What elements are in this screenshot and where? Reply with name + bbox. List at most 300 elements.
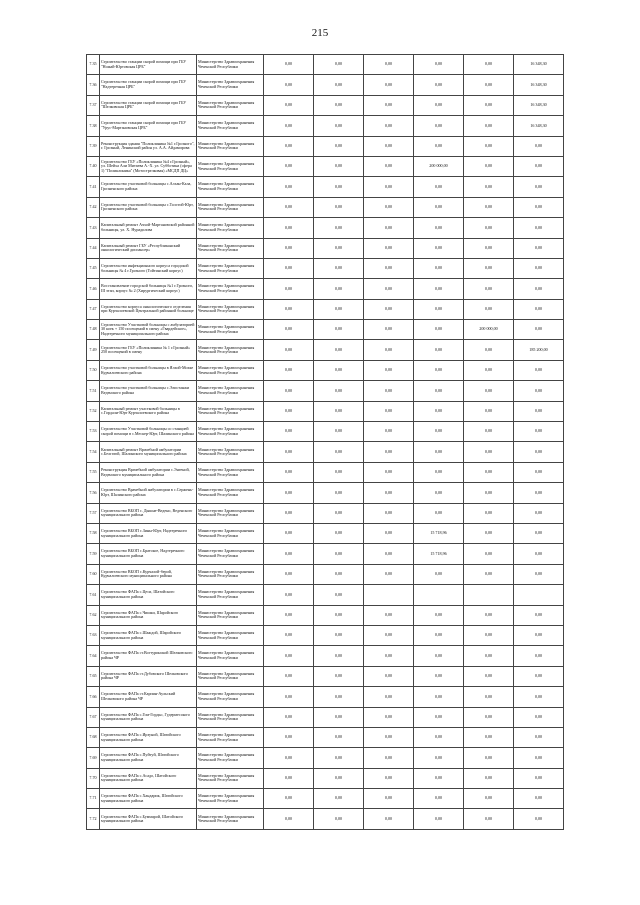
object-name-cell: Строительство Участковой больницы со станцией скорой помощи в с.Мескер-Юрт, Шалинского района: [100, 422, 197, 442]
organization-cell: Министерство Здравоохранения Чеченской Республики: [197, 75, 264, 95]
value-cell-6: 0,00: [514, 177, 564, 197]
row-number-cell: 7.55: [87, 462, 100, 482]
value-cell-2: 0,00: [314, 564, 364, 584]
value-cell-3: 0,00: [364, 75, 414, 95]
value-cell-4: 0,00: [414, 279, 464, 299]
value-cell-6: 0,00: [514, 483, 564, 503]
value-cell-1: 0,00: [264, 789, 314, 809]
value-cell-5: 0,00: [464, 218, 514, 238]
value-cell-4: 0,00: [414, 809, 464, 829]
value-cell-1: 0,00: [264, 727, 314, 747]
object-name-cell: Строительство участковой больницы с.Алхан-Кала, Грозненского района: [100, 177, 197, 197]
value-cell-6: 0,00: [514, 360, 564, 380]
value-cell-5: 0,00: [464, 462, 514, 482]
value-cell-3: 0,00: [364, 564, 414, 584]
value-cell-5: 0,00: [464, 625, 514, 645]
value-cell-4: 0,00: [414, 564, 464, 584]
value-cell-5: 0,00: [464, 340, 514, 360]
organization-cell: Министерство Здравоохранения Чеченской Республики: [197, 809, 264, 829]
object-name-cell: Строительство ФАПа с.Хандарик, Шатойского муниципального района: [100, 789, 197, 809]
value-cell-4: 0,00: [414, 462, 464, 482]
row-number-cell: 7.37: [87, 95, 100, 115]
value-cell-3: 0,00: [364, 523, 414, 543]
table-row: [87, 727, 564, 747]
value-cell-1: 0,00: [264, 422, 314, 442]
value-cell-6: 0,00: [514, 136, 564, 156]
value-cell-1: 0,00: [264, 258, 314, 278]
organization-cell: Министерство Здравоохранения Чеченской Республики: [197, 279, 264, 299]
object-name-cell: Строительство ФАПа с.Цеси, Шатойского муниципального района: [100, 585, 197, 605]
value-cell-4: 0,00: [414, 75, 464, 95]
row-number-cell: 7.72: [87, 809, 100, 829]
value-cell-1: 0,00: [264, 625, 314, 645]
value-cell-5: 0,00: [464, 523, 514, 543]
value-cell-2: 0,00: [314, 809, 364, 829]
value-cell-3: 0,00: [364, 687, 414, 707]
organization-cell: Министерство Здравоохранения Чеченской Республики: [197, 422, 264, 442]
value-cell-6: 0,00: [514, 156, 564, 176]
value-cell-5: 0,00: [464, 666, 514, 686]
value-cell-1: 0,00: [264, 320, 314, 340]
table-row: [87, 136, 564, 156]
object-name-cell: Строительство ФАПа с.Асадо, Шатойского муниципального района: [100, 768, 197, 788]
row-number-cell: 7.51: [87, 381, 100, 401]
value-cell-6: 16 348,30: [514, 75, 564, 95]
value-cell-4: 0,00: [414, 320, 464, 340]
value-cell-4: 0,00: [414, 95, 464, 115]
object-name-cell: Капитальный ремонт участковой больницы в с.Гордали-Юрт Курчалоевского района: [100, 401, 197, 421]
value-cell-3: 0,00: [364, 707, 414, 727]
value-cell-1: 0,00: [264, 605, 314, 625]
value-cell-4: 0,00: [414, 238, 464, 258]
object-name-cell: Восстановление городской больницы №1 г.Грозного, III этап, корпус № 2 (Хирургический корпус): [100, 279, 197, 299]
table-row: [87, 666, 564, 686]
row-number-cell: 7.46: [87, 279, 100, 299]
object-name-cell: Строительство участковой больницы в Ялхой-Мохке Курчалоевского района: [100, 360, 197, 380]
table-row: [87, 442, 564, 462]
value-cell-6: 0,00: [514, 687, 564, 707]
organization-cell: Министерство Здравоохранения Чеченской Республики: [197, 748, 264, 768]
object-name-cell: Строительство ФАПа с.Чишки, Шаройского муниципального района: [100, 605, 197, 625]
value-cell-6: 0,00: [514, 299, 564, 319]
value-cell-1: 0,00: [264, 156, 314, 176]
table-row: [87, 55, 564, 75]
value-cell-6: 0,00: [514, 258, 564, 278]
value-cell-2: 0,00: [314, 360, 364, 380]
value-cell-4: 200 000,00: [414, 156, 464, 176]
row-number-cell: 7.39: [87, 136, 100, 156]
value-cell-3: 0,00: [364, 483, 414, 503]
value-cell-6: 0,00: [514, 544, 564, 564]
value-cell-3: 0,00: [364, 136, 414, 156]
object-name-cell: Строительство ФАПа ст.Вогтуринской Шелковского района ЧР: [100, 646, 197, 666]
value-cell-5: 0,00: [464, 136, 514, 156]
value-cell-1: 0,00: [264, 136, 314, 156]
value-cell-5: 0,00: [464, 299, 514, 319]
value-cell-2: 0,00: [314, 666, 364, 686]
row-number-cell: 7.41: [87, 177, 100, 197]
value-cell-3: 0,00: [364, 503, 414, 523]
object-name-cell: Капитальный ремонт Ачхой-Мартановской районной больницы, ул. Х. Нурадилова: [100, 218, 197, 238]
value-cell-2: 0,00: [314, 727, 364, 747]
value-cell-4: 0,00: [414, 136, 464, 156]
table-row: [87, 687, 564, 707]
table-row: [87, 258, 564, 278]
value-cell-3: 0,00: [364, 401, 414, 421]
value-cell-1: 0,00: [264, 483, 314, 503]
value-cell-6: 0,00: [514, 727, 564, 747]
value-cell-2: 0,00: [314, 707, 364, 727]
value-cell-3: 0,00: [364, 320, 414, 340]
row-number-cell: 7.49: [87, 340, 100, 360]
value-cell-2: 0,00: [314, 197, 364, 217]
value-cell-6: 0,00: [514, 422, 564, 442]
row-number-cell: 7.68: [87, 727, 100, 747]
value-cell-3: 0,00: [364, 95, 414, 115]
value-cell-6: 0,00: [514, 768, 564, 788]
organization-cell: Министерство Здравоохранения Чеченской Республики: [197, 666, 264, 686]
table-row: [87, 523, 564, 543]
row-number-cell: 7.52: [87, 401, 100, 421]
value-cell-3: 0,00: [364, 238, 414, 258]
value-cell-4: 0,00: [414, 197, 464, 217]
value-cell-3: 0,00: [364, 360, 414, 380]
organization-cell: Министерство Здравоохранения Чеченской Республики: [197, 727, 264, 747]
value-cell-4: 0,00: [414, 727, 464, 747]
value-cell-4: 0,00: [414, 687, 464, 707]
value-cell-3: 0,00: [364, 381, 414, 401]
value-cell-3: 0,00: [364, 625, 414, 645]
value-cell-5: 0,00: [464, 258, 514, 278]
table-row: [87, 299, 564, 319]
organization-cell: Министерство Здравоохранения Чеченской Республики: [197, 156, 264, 176]
row-number-cell: 7.62: [87, 605, 100, 625]
value-cell-5: 0,00: [464, 95, 514, 115]
value-cell-1: 0,00: [264, 564, 314, 584]
value-cell-3: 0,00: [364, 218, 414, 238]
value-cell-3: [364, 585, 414, 605]
row-number-cell: 7.45: [87, 258, 100, 278]
value-cell-3: 0,00: [364, 605, 414, 625]
row-number-cell: 7.38: [87, 116, 100, 136]
value-cell-4: 0,00: [414, 381, 464, 401]
value-cell-6: 0,00: [514, 401, 564, 421]
value-cell-4: 0,00: [414, 503, 464, 523]
value-cell-2: 0,00: [314, 544, 364, 564]
value-cell-4: 0,00: [414, 768, 464, 788]
value-cell-1: 0,00: [264, 299, 314, 319]
value-cell-3: 0,00: [364, 727, 414, 747]
object-name-cell: Строительство участковой больницы с.Элистанжи Веденского района: [100, 381, 197, 401]
organization-cell: Министерство Здравоохранения Чеченской Республики: [197, 381, 264, 401]
value-cell-3: 0,00: [364, 809, 414, 829]
value-cell-6: 0,00: [514, 523, 564, 543]
value-cell-3: 0,00: [364, 646, 414, 666]
value-cell-2: 0,00: [314, 116, 364, 136]
value-cell-2: 0,00: [314, 299, 364, 319]
value-cell-1: 0,00: [264, 279, 314, 299]
value-cell-3: 0,00: [364, 299, 414, 319]
value-cell-3: 0,00: [364, 340, 414, 360]
table-row: [87, 483, 564, 503]
row-number-cell: 7.63: [87, 625, 100, 645]
table-row: [87, 381, 564, 401]
value-cell-2: 0,00: [314, 687, 364, 707]
object-name-cell: Строительство ВБОП с.Курчалой-берой, Курчалоевского муниципального района: [100, 564, 197, 584]
row-number-cell: 7.50: [87, 360, 100, 380]
value-cell-2: 0,00: [314, 95, 364, 115]
value-cell-1: 0,00: [264, 442, 314, 462]
value-cell-5: 0,00: [464, 727, 514, 747]
organization-cell: Министерство Здравоохранения Чеченской Республики: [197, 401, 264, 421]
table-body: [87, 55, 564, 830]
organization-cell: Министерство Здравоохранения Чеченской Республики: [197, 462, 264, 482]
value-cell-6: 0,00: [514, 809, 564, 829]
value-cell-4: 0,00: [414, 55, 464, 75]
value-cell-1: 0,00: [264, 116, 314, 136]
value-cell-6: 0,00: [514, 789, 564, 809]
value-cell-6: 0,00: [514, 605, 564, 625]
value-cell-2: 0,00: [314, 748, 364, 768]
table-row: [87, 75, 564, 95]
organization-cell: Министерство Здравоохранения Чеченской Республики: [197, 625, 264, 645]
object-name-cell: Реконструкция Врачебной амбулатории с.Энгеной, Веденского муниципального района: [100, 462, 197, 482]
value-cell-2: 0,00: [314, 523, 364, 543]
value-cell-2: 0,00: [314, 177, 364, 197]
value-cell-5: 0,00: [464, 381, 514, 401]
object-name-cell: Строительство Врачебной амбулатории в с.Сержень-Юрт, Шалинского района: [100, 483, 197, 503]
value-cell-5: 0,00: [464, 116, 514, 136]
table-row: [87, 156, 564, 176]
value-cell-4: 0,00: [414, 218, 464, 238]
organization-cell: Министерство Здравоохранения Чеченской Республики: [197, 177, 264, 197]
value-cell-3: 0,00: [364, 748, 414, 768]
row-number-cell: 7.47: [87, 299, 100, 319]
table-row: [87, 238, 564, 258]
value-cell-2: 0,00: [314, 483, 364, 503]
object-name-cell: Строительство ФАПа ст.Дубовского Шелковского района ЧР: [100, 666, 197, 686]
value-cell-1: 0,00: [264, 768, 314, 788]
row-number-cell: 7.71: [87, 789, 100, 809]
table-row: [87, 748, 564, 768]
row-number-cell: 7.59: [87, 544, 100, 564]
budget-table: [86, 54, 564, 830]
row-number-cell: 7.48: [87, 320, 100, 340]
value-cell-3: 0,00: [364, 177, 414, 197]
value-cell-4: 0,00: [414, 422, 464, 442]
value-cell-6: 0,00: [514, 748, 564, 768]
row-number-cell: 7.70: [87, 768, 100, 788]
table-row: [87, 625, 564, 645]
table-row: [87, 544, 564, 564]
row-number-cell: 7.56: [87, 483, 100, 503]
table-row: [87, 605, 564, 625]
row-number-cell: 7.36: [87, 75, 100, 95]
value-cell-6: 0,00: [514, 218, 564, 238]
value-cell-5: 0,00: [464, 748, 514, 768]
table-row: [87, 197, 564, 217]
value-cell-6: 0,00: [514, 238, 564, 258]
table-row: [87, 340, 564, 360]
value-cell-6: [514, 585, 564, 605]
value-cell-2: 0,00: [314, 136, 364, 156]
value-cell-6: 0,00: [514, 503, 564, 523]
value-cell-2: 0,00: [314, 422, 364, 442]
value-cell-4: 0,00: [414, 258, 464, 278]
value-cell-5: 0,00: [464, 768, 514, 788]
row-number-cell: 7.66: [87, 687, 100, 707]
value-cell-1: 0,00: [264, 340, 314, 360]
value-cell-4: 0,00: [414, 748, 464, 768]
organization-cell: Министерство Здравоохранения Чеченской Республики: [197, 442, 264, 462]
value-cell-2: 0,00: [314, 55, 364, 75]
value-cell-6: 0,00: [514, 279, 564, 299]
organization-cell: Министерство Здравоохранения Чеченской Республики: [197, 55, 264, 75]
value-cell-4: 15 718,96: [414, 523, 464, 543]
organization-cell: Министерство Здравоохранения Чеченской Республики: [197, 238, 264, 258]
value-cell-5: 0,00: [464, 156, 514, 176]
value-cell-6: 0,00: [514, 666, 564, 686]
value-cell-1: 0,00: [264, 238, 314, 258]
table-row: [87, 768, 564, 788]
value-cell-5: 0,00: [464, 442, 514, 462]
value-cell-5: 0,00: [464, 789, 514, 809]
value-cell-6: 0,00: [514, 197, 564, 217]
value-cell-1: 0,00: [264, 809, 314, 829]
organization-cell: Министерство Здравоохранения Чеченской Республики: [197, 116, 264, 136]
value-cell-2: 0,00: [314, 442, 364, 462]
value-cell-4: 0,00: [414, 646, 464, 666]
value-cell-5: 0,00: [464, 422, 514, 442]
value-cell-3: 0,00: [364, 258, 414, 278]
value-cell-1: 0,00: [264, 218, 314, 238]
table-row: [87, 116, 564, 136]
value-cell-4: [414, 585, 464, 605]
table-row: [87, 462, 564, 482]
value-cell-2: 0,00: [314, 503, 364, 523]
value-cell-3: 0,00: [364, 544, 414, 564]
organization-cell: Министерство Здравоохранения Чеченской Республики: [197, 544, 264, 564]
value-cell-4: 15 718,96: [414, 544, 464, 564]
value-cell-5: 0,00: [464, 544, 514, 564]
value-cell-1: 0,00: [264, 360, 314, 380]
value-cell-2: 0,00: [314, 320, 364, 340]
row-number-cell: 7.58: [87, 523, 100, 543]
value-cell-3: 0,00: [364, 442, 414, 462]
value-cell-5: 0,00: [464, 809, 514, 829]
table-row: [87, 279, 564, 299]
value-cell-6: 0,00: [514, 381, 564, 401]
value-cell-3: 0,00: [364, 197, 414, 217]
organization-cell: Министерство Здравоохранения Чеченской Республики: [197, 503, 264, 523]
value-cell-5: 0,00: [464, 75, 514, 95]
value-cell-6: 16 348,30: [514, 55, 564, 75]
organization-cell: Министерство Здравоохранения Чеченской Республики: [197, 340, 264, 360]
table-row: [87, 422, 564, 442]
organization-cell: Министерство Здравоохранения Чеченской Республики: [197, 523, 264, 543]
value-cell-3: 0,00: [364, 156, 414, 176]
table-row: [87, 564, 564, 584]
value-cell-5: 0,00: [464, 401, 514, 421]
table-row: [87, 789, 564, 809]
value-cell-2: 0,00: [314, 585, 364, 605]
row-number-cell: 7.42: [87, 197, 100, 217]
value-cell-4: 0,00: [414, 707, 464, 727]
value-cell-1: 0,00: [264, 748, 314, 768]
object-name-cell: Строительство Участковой больницы с амбулаторией 30 коек + 150 посещений в смену «Гвардейское», Надтеречного муниципального района: [100, 320, 197, 340]
value-cell-5: 0,00: [464, 483, 514, 503]
value-cell-1: 0,00: [264, 95, 314, 115]
row-number-cell: 7.69: [87, 748, 100, 768]
value-cell-4: 0,00: [414, 605, 464, 625]
value-cell-5: 0,00: [464, 238, 514, 258]
value-cell-3: 0,00: [364, 116, 414, 136]
row-number-cell: 7.40: [87, 156, 100, 176]
organization-cell: Министерство Здравоохранения Чеченской Республики: [197, 95, 264, 115]
value-cell-1: 0,00: [264, 177, 314, 197]
object-name-cell: Строительство ВБОП с. Дышне-Ведено, Веденского муниципального района: [100, 503, 197, 523]
value-cell-5: 0,00: [464, 564, 514, 584]
value-cell-5: 0,00: [464, 646, 514, 666]
value-cell-4: 0,00: [414, 442, 464, 462]
value-cell-5: 0,00: [464, 687, 514, 707]
value-cell-4: 0,00: [414, 401, 464, 421]
value-cell-1: 0,00: [264, 687, 314, 707]
value-cell-2: 0,00: [314, 258, 364, 278]
row-number-cell: 7.54: [87, 442, 100, 462]
table-row: [87, 360, 564, 380]
value-cell-1: 0,00: [264, 197, 314, 217]
value-cell-5: 0,00: [464, 707, 514, 727]
page-number: 215: [311, 27, 329, 39]
row-number-cell: 7.61: [87, 585, 100, 605]
object-name-cell: Реконструкция здания "Поликлиника №1 г.Грозного", г. Грозный, Ленинский район ул. А.А. Айдамирова: [100, 136, 197, 156]
table-row: [87, 503, 564, 523]
value-cell-4: 0,00: [414, 299, 464, 319]
object-name-cell: Строительство ГБУ «Поликлиника №4 г.Грозный», ул. Шейха Али Митаева А.-Х. ул. Субботина (сфера 1) "Поликлиника" (Мотострелковая) «МСДП ДЦ»: [100, 156, 197, 176]
value-cell-2: 0,00: [314, 768, 364, 788]
value-cell-5: 200 000,00: [464, 320, 514, 340]
value-cell-2: 0,00: [314, 625, 364, 645]
value-cell-3: 0,00: [364, 422, 414, 442]
value-cell-4: 0,00: [414, 116, 464, 136]
value-cell-4: 0,00: [414, 340, 464, 360]
value-cell-6: 0,00: [514, 625, 564, 645]
object-name-cell: Капитальный ремонт ГБУ «Республиканский онкологический диспансер»: [100, 238, 197, 258]
value-cell-6: 0,00: [514, 707, 564, 727]
value-cell-1: 0,00: [264, 503, 314, 523]
value-cell-1: 0,00: [264, 462, 314, 482]
organization-cell: Министерство Здравоохранения Чеченской Республики: [197, 768, 264, 788]
object-name-cell: Строительство ФАПа с.Буммарой, Шатойского муниципального района: [100, 809, 197, 829]
value-cell-6: 16 348,30: [514, 116, 564, 136]
value-cell-5: [464, 585, 514, 605]
value-cell-1: 0,00: [264, 523, 314, 543]
object-name-cell: Строительство станции скорой помощи при ГБУ "Ножай-Юртовская ЦРБ": [100, 55, 197, 75]
value-cell-3: 0,00: [364, 768, 414, 788]
value-cell-3: 0,00: [364, 462, 414, 482]
value-cell-6: 0,00: [514, 462, 564, 482]
row-number-cell: 7.67: [87, 707, 100, 727]
organization-cell: Министерство Здравоохранения Чеченской Республики: [197, 585, 264, 605]
organization-cell: Министерство Здравоохранения Чеченской Республики: [197, 136, 264, 156]
value-cell-2: 0,00: [314, 340, 364, 360]
value-cell-2: 0,00: [314, 381, 364, 401]
value-cell-4: 0,00: [414, 360, 464, 380]
value-cell-2: 0,00: [314, 279, 364, 299]
value-cell-1: 0,00: [264, 401, 314, 421]
object-name-cell: Строительство станции скорой помощи при ГБУ "Урус-Мартановская ЦРБ": [100, 116, 197, 136]
